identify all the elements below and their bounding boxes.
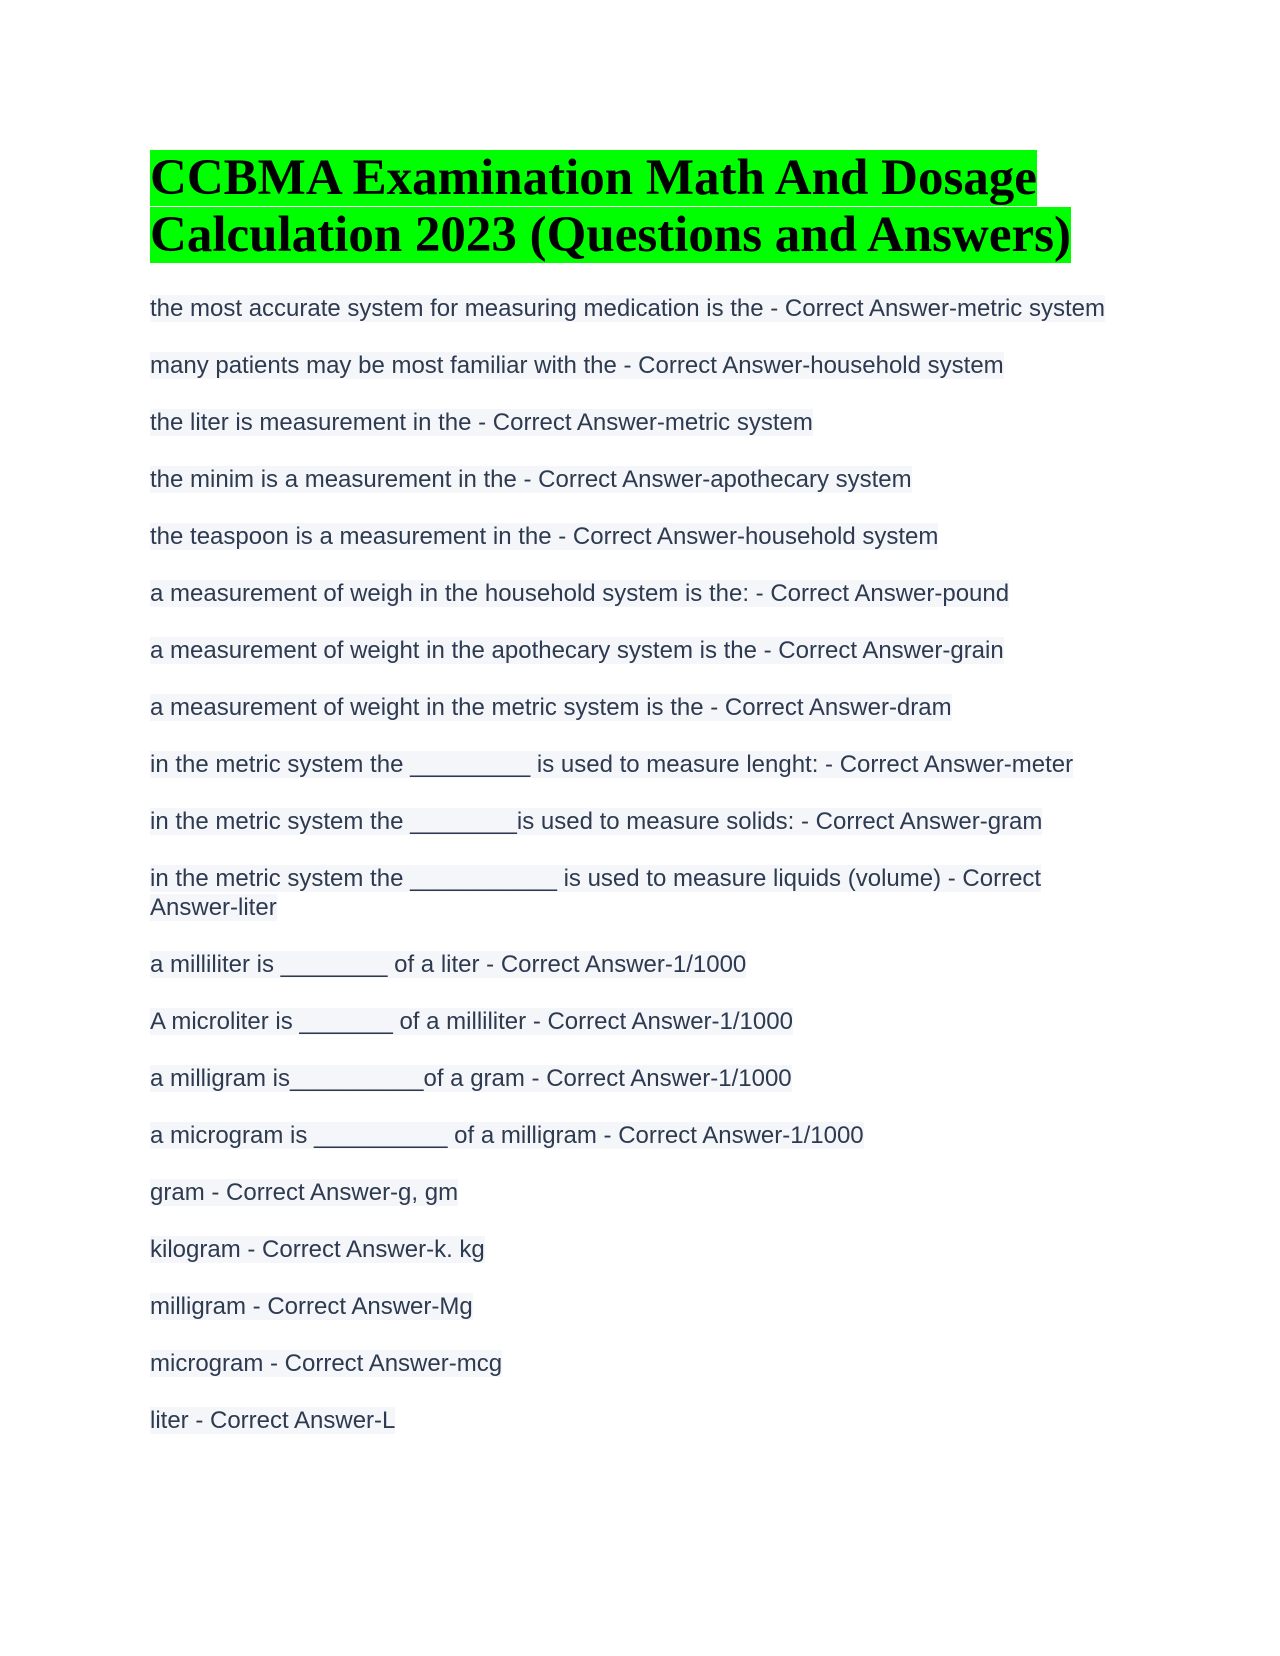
qa-item <box>150 1235 1130 1264</box>
qa-item <box>150 1007 1130 1036</box>
qa-item-text: microgram - Correct Answer-mcg <box>150 1350 503 1377</box>
qa-item <box>150 1121 1130 1150</box>
qa-item <box>150 693 1130 722</box>
qa-item-text: a measurement of weight in the apothecary system is the - Correct Answer-grain <box>150 637 1004 664</box>
qa-item <box>150 351 1130 380</box>
qa-item <box>150 1292 1130 1321</box>
qa-item <box>150 294 1130 323</box>
qa-item <box>150 1406 1130 1435</box>
qa-item <box>150 950 1130 979</box>
qa-item-text: a measurement of weight in the metric system is the - Correct Answer-dram <box>150 694 952 721</box>
qa-item-text: in the metric system the ___________ is used to measure liquids (volume) - Correct Answer-liter <box>150 865 1042 921</box>
qa-item <box>150 750 1130 779</box>
qa-item-text: a microgram is __________ of a milligram - Correct Answer-1/1000 <box>150 1122 864 1149</box>
qa-item-text: a measurement of weigh in the household system is the: - Correct Answer-pound <box>150 580 1010 607</box>
qa-item-text: the liter is measurement in the - Correct Answer-metric system <box>150 409 813 436</box>
qa-item-text: in the metric system the _________ is used to measure lenght: - Correct Answer-meter <box>150 751 1074 778</box>
qa-list <box>150 294 1130 1435</box>
qa-item-text: the most accurate system for measuring medication is the - Correct Answer-metric system <box>150 295 1105 322</box>
qa-item <box>150 636 1130 665</box>
qa-item <box>150 1349 1130 1378</box>
qa-item-text: a milliliter is ________ of a liter - Correct Answer-1/1000 <box>150 951 747 978</box>
qa-item-text: the teaspoon is a measurement in the - Correct Answer-household system <box>150 523 939 550</box>
qa-item <box>150 579 1130 608</box>
qa-item-text: A microliter is _______ of a milliliter - Correct Answer-1/1000 <box>150 1008 793 1035</box>
qa-item-text: liter - Correct Answer-L <box>150 1407 396 1434</box>
qa-item-text: kilogram - Correct Answer-k. kg <box>150 1236 485 1263</box>
qa-item-text: milligram - Correct Answer-Mg <box>150 1293 473 1320</box>
qa-item-text: the minim is a measurement in the - Correct Answer-apothecary system <box>150 466 912 493</box>
qa-item-text: in the metric system the ________is used to measure solids: - Correct Answer-gram <box>150 808 1043 835</box>
qa-item <box>150 1178 1130 1207</box>
qa-item <box>150 864 1130 922</box>
qa-item <box>150 408 1130 437</box>
qa-item <box>150 522 1130 551</box>
page-title-text: CCBMA Examination Math And Dosage Calculation 2023 (Questions and Answers) <box>150 150 1071 263</box>
page-title <box>150 150 1130 264</box>
qa-item-text: gram - Correct Answer-g, gm <box>150 1179 459 1206</box>
qa-item-text: a milligram is__________of a gram - Correct Answer-1/1000 <box>150 1065 792 1092</box>
document-page <box>150 150 1130 1463</box>
qa-item-text: many patients may be most familiar with the - Correct Answer-household system <box>150 352 1004 379</box>
qa-item <box>150 1064 1130 1093</box>
qa-item <box>150 465 1130 494</box>
qa-item <box>150 807 1130 836</box>
